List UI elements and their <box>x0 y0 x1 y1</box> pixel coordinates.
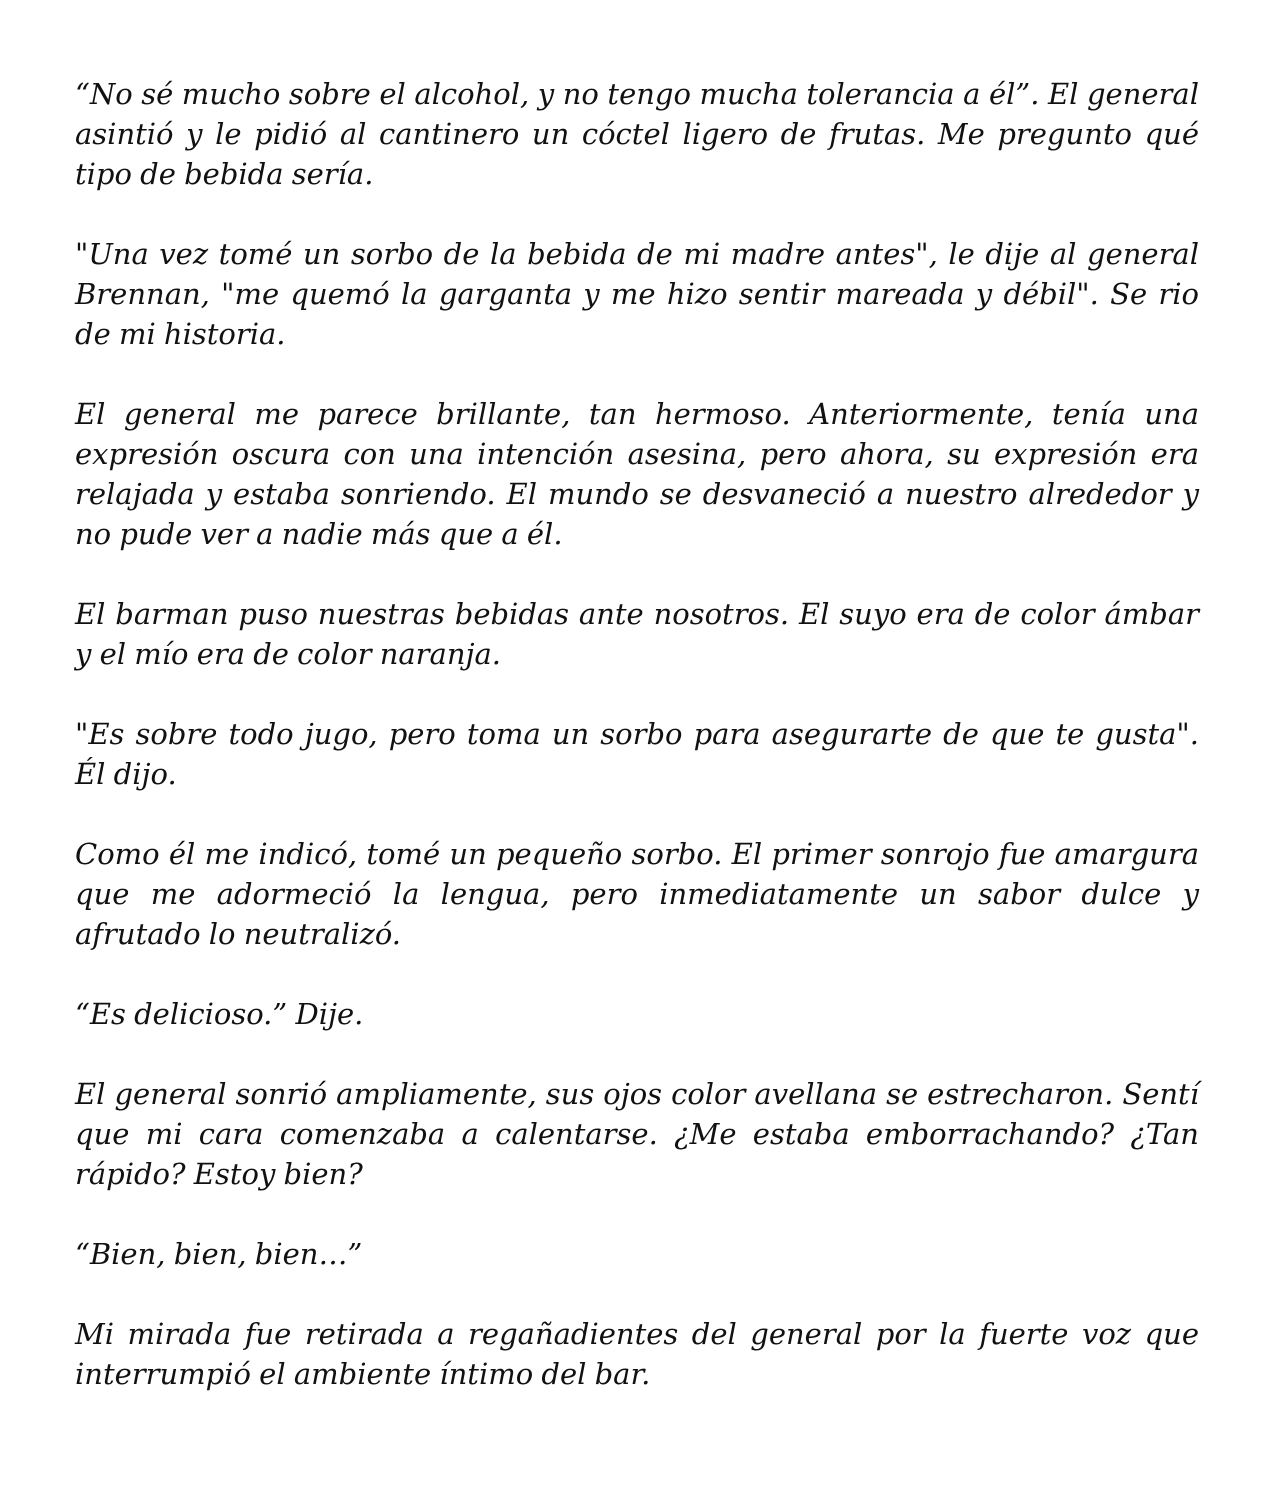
paragraph: “No sé mucho sobre el alcohol, y no tengo mucha tolerancia a él”. El general asintió y le pidió al cantinero un cóctel ligero de frutas. Me pregunto qué tipo de bebida sería. <box>75 77 1199 191</box>
paragraph: "Es sobre todo jugo, pero toma un sorbo para asegurarte de que te gusta". Él dijo. <box>75 717 1199 791</box>
paragraph: “Es delicioso.” Dije. <box>75 997 364 1031</box>
paragraph: "Una vez tomé un sorbo de la bebida de mi madre antes", le dije al general Brennan, "me quemó la garganta y me hizo sentir mareada y débil". Se rio de mi historia. <box>75 237 1199 351</box>
paragraph: Como él me indicó, tomé un pequeño sorbo. El primer sonrojo fue amargura que me adormeció la lengua, pero inmediatamente un sabor dulce y afrutado lo neutralizó. <box>75 837 1199 951</box>
paragraph: El barman puso nuestras bebidas ante nosotros. El suyo era de color ámbar y el mío era de color naranja. <box>75 597 1199 671</box>
paragraph: El general me parece brillante, tan hermoso. Anteriormente, tenía una expresión oscura con una intención asesina, pero ahora, su expresión era relajada y estaba sonriendo. El mundo se desvaneció a nuestro alrededor y no pude ver a nadie más que a él. <box>75 397 1199 551</box>
document-page <box>75 74 1199 1394</box>
paragraph: El general sonrió ampliamente, sus ojos color avellana se estrecharon. Sentí que mi cara comenzaba a calentarse. ¿Me estaba emborrachando? ¿Tan rápido? Estoy bien? <box>75 1077 1199 1191</box>
paragraph: Mi mirada fue retirada a regañadientes del general por la fuerte voz que interrumpió el ambiente íntimo del bar. <box>75 1317 1199 1391</box>
paragraph: “Bien, bien, bien…” <box>75 1237 363 1271</box>
